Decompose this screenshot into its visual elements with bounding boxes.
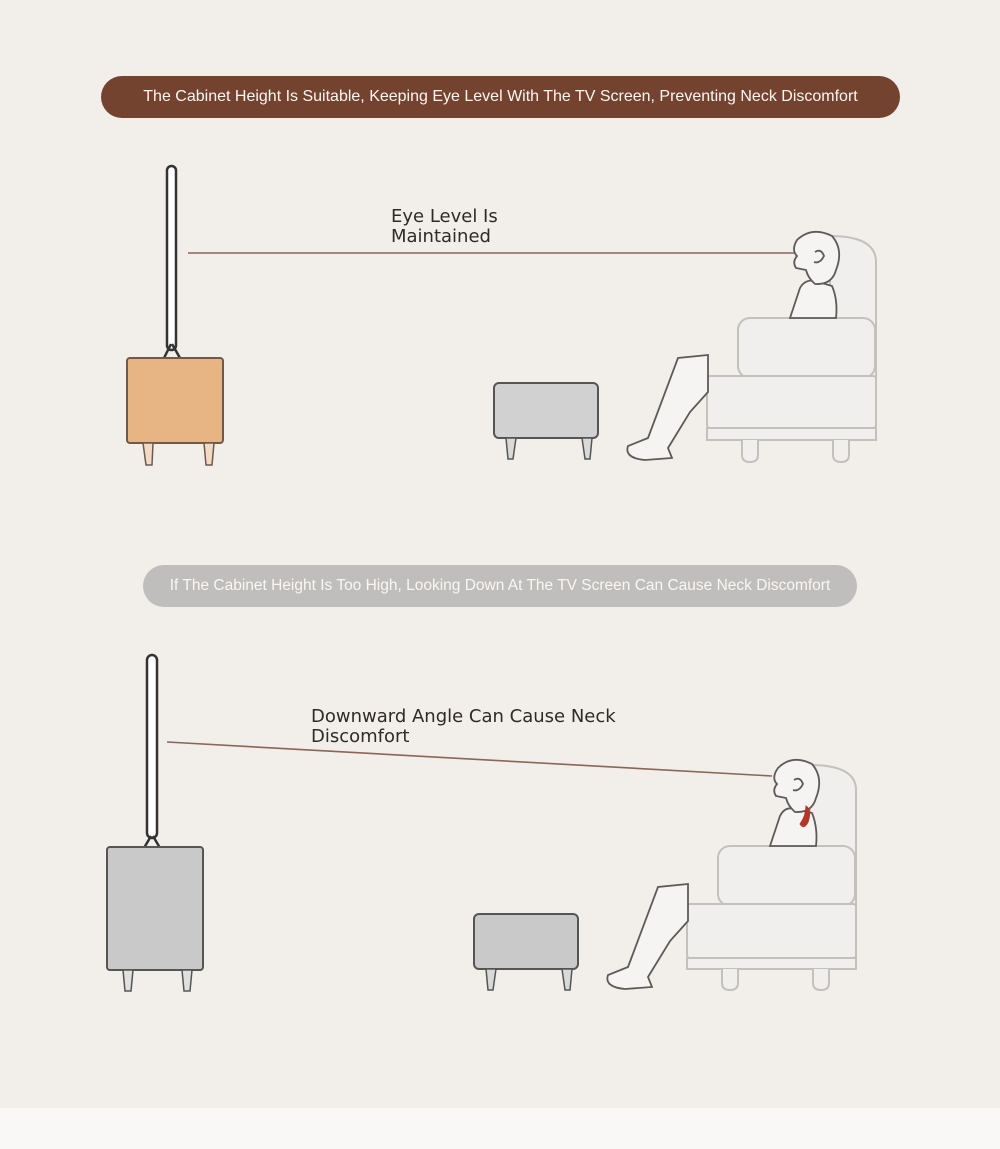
- correct-height-banner-text: The Cabinet Height Is Suitable, Keeping Eye Level With The TV Screen, Preventing Neck Discomfort: [143, 88, 858, 105]
- armchair-icon: [687, 765, 856, 990]
- too-high-banner-text: If The Cabinet Height Is Too High, Looking Down At The TV Screen Can Cause Neck Discomfort: [169, 577, 831, 594]
- footer-strip: [0, 1108, 1000, 1149]
- tv-screen-icon: [147, 655, 157, 838]
- armchair-icon: [707, 236, 876, 462]
- downward-angle-caption: Downward Angle Can Cause Neck Discomfort: [311, 706, 616, 747]
- eye-level-caption: Eye Level Is Maintained: [391, 206, 498, 247]
- correct-height-illustration: [0, 150, 1000, 480]
- too-high-scene: [0, 640, 1000, 1010]
- tv-screen-icon: [167, 166, 176, 350]
- too-high-banner: [143, 565, 857, 607]
- correct-height-scene: [0, 150, 1000, 480]
- correct-height-banner: [101, 76, 900, 118]
- ottoman-icon: [494, 383, 598, 459]
- tv-cabinet-icon: [127, 358, 223, 465]
- tall-tv-cabinet-icon: [107, 847, 203, 991]
- downward-sight-line: [167, 742, 772, 776]
- too-high-illustration: [0, 640, 1000, 1010]
- ottoman-icon: [474, 914, 578, 990]
